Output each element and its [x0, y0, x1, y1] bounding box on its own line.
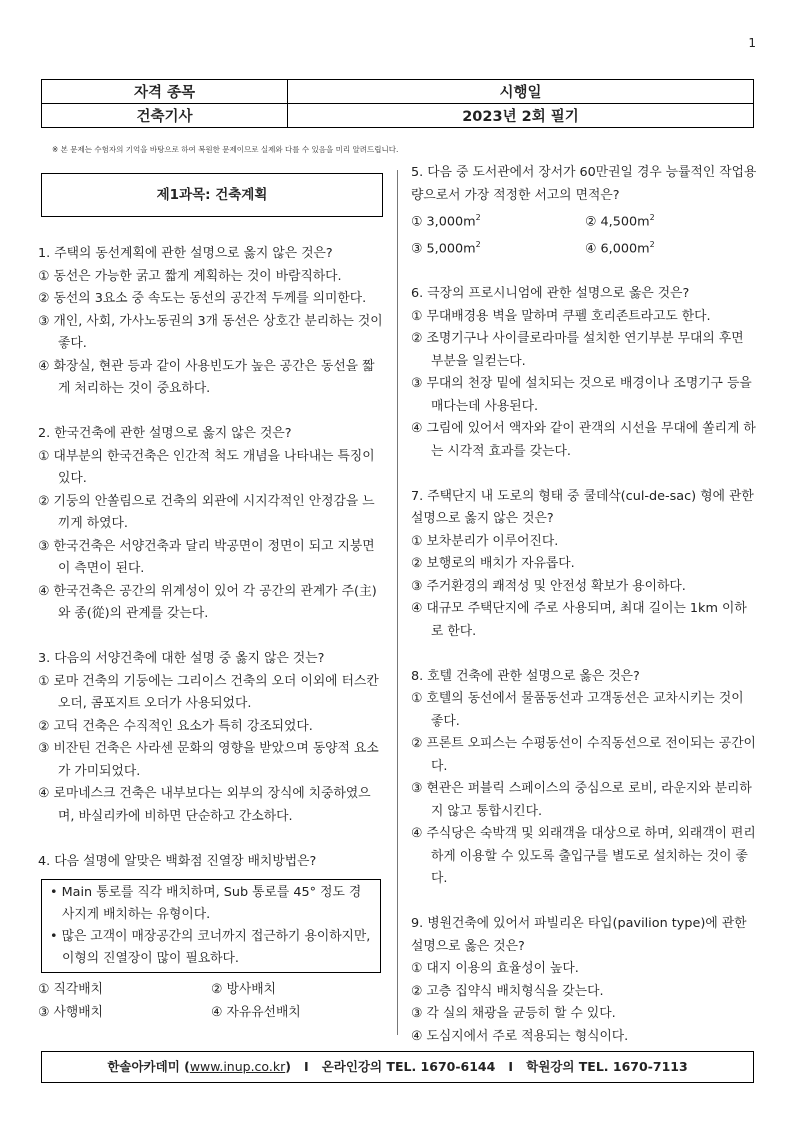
- answer-option: ④ 도심지에서 주로 적용되는 형식이다.: [411, 1028, 629, 1044]
- question-stem: 2. 한국건축에 관한 설명으로 옳지 않은 것은?: [38, 426, 292, 441]
- answer-option: ③ 한국건축은 서양건축과 달리 박공면이 정면이 되고 지붕면이 측면이 된다.: [38, 538, 375, 576]
- info-bullet: • Main 통로를 직각 배치하며, Sub 통로를 45° 정도 경사지게 배치하는 유형이다.: [50, 885, 362, 922]
- question-4: [38, 851, 384, 1025]
- right-column: [411, 162, 759, 1048]
- question-stem: 3. 다음의 서양건축에 대한 설명 중 옳지 않은 것는?: [38, 651, 325, 666]
- info-bullet: • 많은 고객이 매장공간의 코너까지 접근하기 용이하지만, 이형의 진열장이 많이 필요하다.: [50, 929, 371, 966]
- answer-option: ① 동선은 가능한 굵고 짧게 계획하는 것이 바람직하다.: [38, 268, 342, 284]
- notice-text: ※ 본 문제는 수험자의 기억을 바탕으로 하여 복원한 문제이므로 실제와 다를 수 있음을 미리 알려드립니다.: [52, 145, 399, 154]
- header-label-subject: 자격 종목: [42, 80, 288, 104]
- footer-bar: [41, 1051, 754, 1083]
- question-stem: 1. 주택의 동선계획에 관한 설명으로 옳지 않은 것은?: [38, 246, 333, 261]
- answer-option: ④ $6,000m^2$: [585, 239, 655, 257]
- answer-option: ② 고딕 건축은 수직적인 요소가 특히 강조되었다.: [38, 718, 313, 734]
- footer-org: 한솔아카데미 (: [107, 1059, 190, 1074]
- footer-separator: I: [508, 1059, 514, 1074]
- answer-option: ② 프론트 오피스는 수평동선이 수직동선으로 전이되는 공간이다.: [411, 736, 756, 774]
- answer-option: ④ 로마네스크 건축은 내부보다는 외부의 장식에 치중하였으며, 바실리카에 비하면 단순하고 간소하다.: [38, 786, 371, 824]
- answer-option: ② $4,500m^2$: [585, 213, 655, 230]
- question-stem: 4. 다음 설명에 알맞은 백화점 진열장 배치방법은?: [38, 853, 317, 869]
- left-column: [38, 243, 384, 1024]
- answer-option: ② 기둥의 안쏠림으로 건축의 외관에 시지각적인 안정감을 느끼게 하였다.: [38, 493, 375, 531]
- answer-option: ② 조명기구나 사이클로라마를 설치한 연기부분 무대의 후면 부분을 일컫는다.: [411, 331, 744, 369]
- answer-option: ① 무대배경용 벽을 말하며 쿠펠 호리존트라고도 한다.: [411, 308, 711, 324]
- answer-option: ② 방사배치: [211, 982, 276, 997]
- footer-online-phone: 온라인강의 TEL. 1670-6144: [321, 1059, 496, 1074]
- answer-option: ① 호텔의 동선에서 물품동선과 고객동선은 교차시키는 것이 좋다.: [411, 691, 744, 729]
- header-value-date: 2023년 2회 필기: [288, 104, 754, 128]
- question-stem: 5. 다음 중 도서관에서 장서가 60만권일 경우 능률적인 작업용량으로서 가장 적정한 서고의 면적은?: [411, 165, 757, 203]
- answer-option: ② 동선의 3요소 중 속도는 동선의 공간적 두께를 의미한다.: [38, 291, 367, 306]
- column-divider: [397, 170, 398, 1035]
- answer-option: ① 직각배치: [38, 982, 103, 997]
- question-8: [411, 666, 759, 891]
- answer-option: ④ 주식당은 숙박객 및 외래객을 대상으로 하며, 외래객이 편리하게 이용할 수 있도록 출입구를 별도로 설치하는 것이 좋다.: [411, 826, 756, 887]
- answer-option: ④ 대규모 주택단지에 주로 사용되며, 최대 길이는 1km 이하로 한다.: [411, 601, 747, 639]
- page-number: 1: [748, 36, 756, 50]
- answer-option: ③ 개인, 사회, 가사노동권의 3개 동선은 상호간 분리하는 것이 좋다.: [38, 313, 383, 351]
- question-stem: 6. 극장의 프로시니엄에 관한 설명으로 옳은 것은?: [411, 286, 690, 302]
- answer-option: ③ 현관은 퍼블릭 스페이스의 중심으로 로비, 라운지와 분리하지 않고 통합시킨다.: [411, 781, 752, 819]
- answer-option: ① $3,000m^2$: [411, 213, 481, 230]
- question-5: [411, 162, 759, 261]
- header-value-subject: 건축기사: [42, 104, 288, 128]
- footer-org-close: ): [285, 1059, 291, 1074]
- answer-option: ③ 무대의 천장 밑에 설치되는 것으로 배경이나 조명기구 등을 매다는데 사용된다.: [411, 376, 752, 414]
- question-3: [38, 648, 384, 828]
- header-label-date: 시행일: [288, 80, 754, 104]
- question-stem: 9. 병원건축에 있어서 파빌리온 타입(pavilion type)에 관한 설명으로 옳은 것은?: [411, 916, 747, 954]
- answer-option: ① 대부분의 한국건축은 인간적 척도 개념을 나타내는 특징이 있다.: [38, 448, 375, 486]
- footer-offline-phone: 학원강의 TEL. 1670-7113: [526, 1059, 688, 1074]
- answer-option: ① 대지 이용의 효율성이 높다.: [411, 961, 579, 977]
- answer-option: ③ 주거환경의 쾌적성 및 안전성 확보가 용이하다.: [411, 578, 686, 594]
- question-2: [38, 423, 384, 626]
- question-7: [411, 486, 759, 644]
- exam-header-table: [41, 79, 754, 128]
- answer-option: ④ 화장실, 현관 등과 같이 사용빈도가 높은 공간은 동선을 짧게 처리하는 것이 중요하다.: [38, 358, 375, 396]
- footer-separator: I: [303, 1059, 309, 1074]
- answer-option: ③ 비잔틴 건축은 사라센 문화의 영향을 받았으며 동양적 요소가 가미되었다.: [38, 741, 379, 779]
- question-9: [411, 913, 759, 1048]
- answer-option: ④ 한국건축은 공간의 위계성이 있어 각 공간의 관계가 주(主)와 종(從)의 관계를 갖는다.: [38, 583, 377, 621]
- answer-option: ② 보행로의 배치가 자유롭다.: [411, 556, 575, 572]
- answer-option: ③ $5,000m^2$: [411, 239, 481, 257]
- question-1: [38, 243, 384, 401]
- subject-title: 제1과목: 건축계획: [41, 173, 383, 217]
- answer-option: ④ 자유유선배치: [211, 1004, 301, 1020]
- answer-option: ① 로마 건축의 기둥에는 그리이스 건축의 오더 이외에 터스칸 오더, 콤포지트 오더가 사용되었다.: [38, 673, 379, 711]
- question-stem: 7. 주택단지 내 도로의 형태 중 쿨데삭(cul-de-sac) 형에 관한 설명으로 옳지 않은 것은?: [411, 488, 754, 527]
- answer-option: ④ 그림에 있어서 액자와 같이 관객의 시선을 무대에 쏠리게 하는 시각적 효과를 갖는다.: [411, 421, 756, 459]
- answer-option: ② 고층 집약식 배치형식을 갖는다.: [411, 983, 604, 999]
- question-6: [411, 283, 759, 463]
- answer-option: ③ 사행배치: [38, 1004, 103, 1020]
- footer-website-link[interactable]: www.inup.co.kr: [189, 1059, 286, 1074]
- answer-option: ③ 각 실의 채광을 균등히 할 수 있다.: [411, 1006, 616, 1022]
- answer-option: ① 보차분리가 이루어진다.: [411, 533, 559, 549]
- question-info-box: [41, 879, 381, 973]
- question-stem: 8. 호텔 건축에 관한 설명으로 옳은 것은?: [411, 668, 640, 684]
